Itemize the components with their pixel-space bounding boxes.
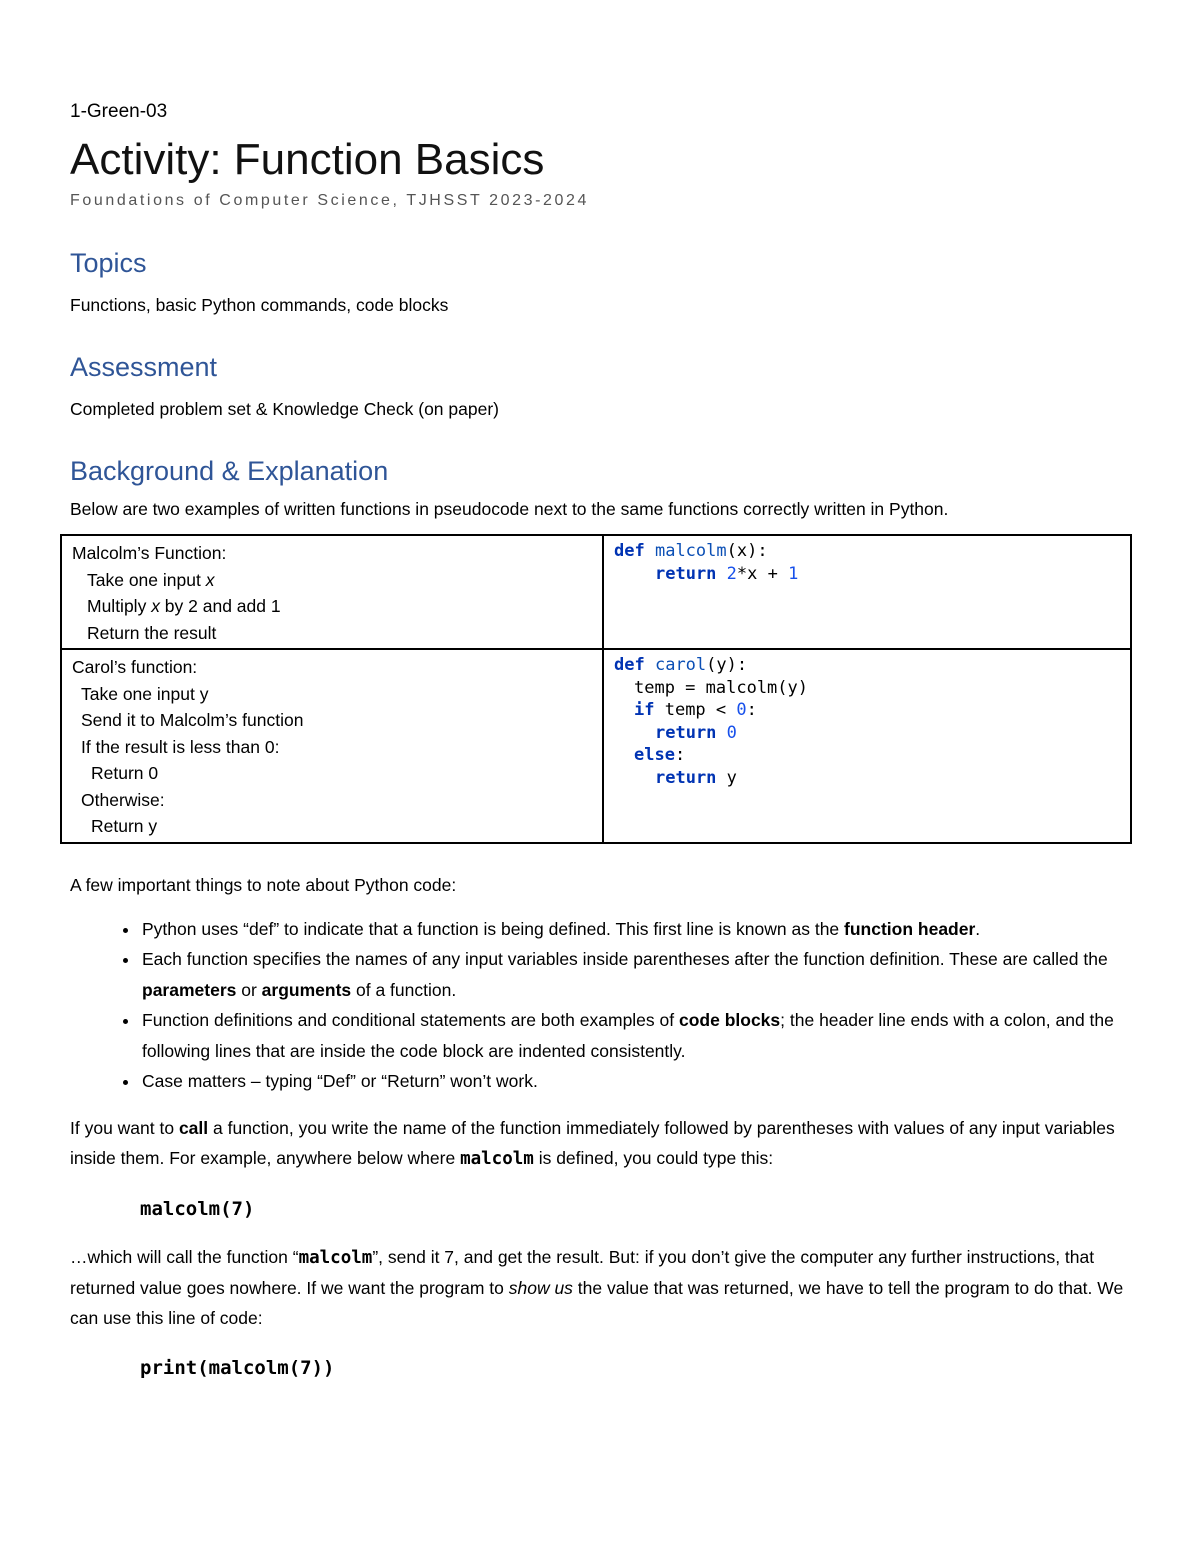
calling-paragraph: If you want to call a function, you write the name of the function immediately followed by parentheses with values of any input variables inside them. For example, anywhere below where malcolm is defined, you could type this: [70,1117,1115,1169]
topics-text: Functions, basic Python commands, code blocks [70,295,449,315]
document-id: 1-Green-03 [70,101,168,122]
list-item: • Function definitions and conditional statements are both examples of code blocks; the header line ends with a colon, and the following lines that are inside the code block are indented consistently. [140,1005,1142,1066]
assessment-heading: Assessment [70,352,218,382]
code-line: return y [655,767,737,788]
malcolm-title: Malcolm’s Function: [72,543,227,563]
carol-title: Carol’s function: [72,657,198,677]
page-subtitle: Foundations of Computer Science, TJHSST 2023-2024 [70,192,590,209]
list-item: • Each function specifies the names of any input variables inside parentheses after the function definition. These are called the parameters or arguments of a function. [140,944,1142,1005]
assessment-text: Completed problem set & Knowledge Check (on paper) [70,399,499,419]
print-paragraph: …which will call the function “malcolm”, send it 7, and get the result. But: if you don’t give the computer any further instructions, that returned value goes nowhere. If we want the program to show us the value that was returned, we have to tell the program to do that. We can use this line of code: [70,1246,1124,1328]
notes-list [70,914,1142,1097]
code-line: def carol(y): [614,655,748,675]
code-line: return 2*x + 1 [655,563,799,584]
background-heading: Background & Explanation [70,456,389,486]
malcolm-pseudocode [61,535,603,649]
list-item: • Python uses “def” to indicate that a function is being defined. This first line is known as the function header. [140,914,1142,945]
carol-step-5: Otherwise: [81,789,165,810]
document-page [70,100,1142,1381]
topics-heading: Topics [70,248,147,278]
carol-python-code [603,649,1131,843]
code-line: def malcolm(x): [614,541,768,561]
carol-step-4: Return 0 [91,763,159,783]
list-item: • Case matters – typing “Def” or “Return” won’t work. [140,1066,1142,1097]
code-line: return 0 [655,722,737,743]
code-line: else: [634,745,686,765]
malcolm-step-3: Return the result [87,622,217,643]
carol-pseudocode [61,649,603,843]
code-example-print: print(malcolm(7)) [140,1356,335,1379]
page-title: Activity: Function Basics [70,135,545,184]
malcolm-step-1: Take one input x [87,569,215,590]
code-example-call: malcolm(7) [140,1197,255,1220]
carol-step-2: Send it to Malcolm’s function [81,710,304,730]
malcolm-python-code [603,535,1131,649]
examples-table [60,534,1132,844]
carol-step-1: Take one input y [81,683,209,704]
background-intro: Below are two examples of written functions in pseudocode next to the same functions correctly written in Python. [70,499,949,519]
carol-step-3: If the result is less than 0: [81,736,280,757]
carol-step-6: Return y [91,816,158,836]
table-row [61,649,1131,843]
code-line: temp = malcolm(y) [634,677,808,698]
table-row [61,535,1131,649]
notes-intro: A few important things to note about Python code: [70,874,457,895]
malcolm-step-2: Multiply x by 2 and add 1 [87,596,281,616]
code-line: if temp < 0: [634,700,757,720]
